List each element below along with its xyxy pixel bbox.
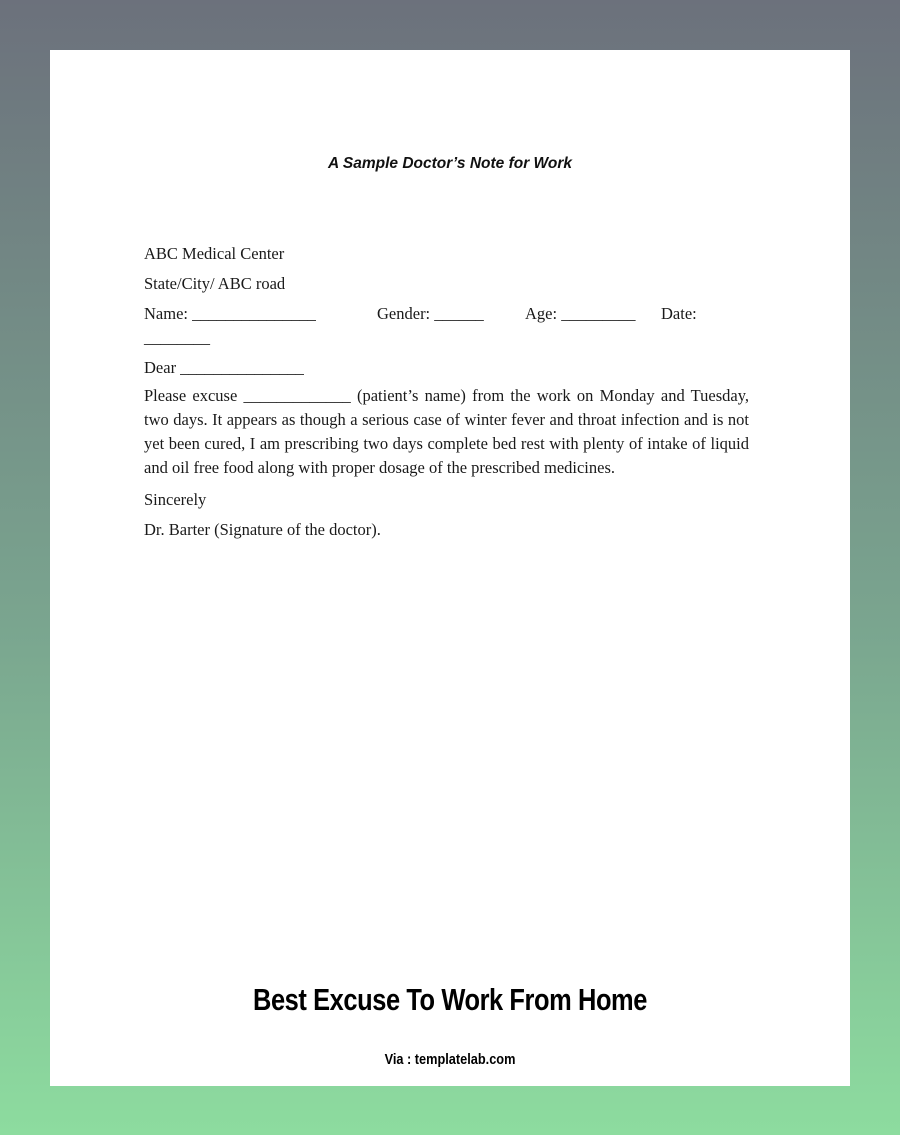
- gender-field: Gender: ______: [377, 304, 484, 323]
- body-paragraph: Please excuse _____________ (patient’s name) from the work on Monday and Tuesday, two days. It appears as though a serious case of winter fever and throat infection and is not yet been cured, I am prescribing two days complete bed rest with plenty of intake of liquid and oil free food along with proper dosage of the prescribed medicines.: [144, 386, 749, 477]
- closing: Sincerely: [144, 490, 207, 509]
- salutation: Dear _______________: [144, 358, 304, 377]
- date-field: Date:: [661, 304, 697, 323]
- date-blank: ________: [144, 328, 210, 347]
- document-sheet: [50, 50, 850, 1086]
- caption-source: Via : templatelab.com: [384, 1051, 516, 1068]
- age-field: Age: _________: [525, 304, 636, 323]
- org-name: ABC Medical Center: [144, 244, 285, 263]
- caption-headline: Best Excuse To Work From Home: [252, 982, 647, 1017]
- signature: Dr. Barter (Signature of the doctor).: [144, 520, 381, 539]
- document-title: A Sample Doctor’s Note for Work: [327, 155, 573, 172]
- name-field: Name: _______________: [144, 304, 316, 323]
- address: State/City/ ABC road: [144, 274, 286, 293]
